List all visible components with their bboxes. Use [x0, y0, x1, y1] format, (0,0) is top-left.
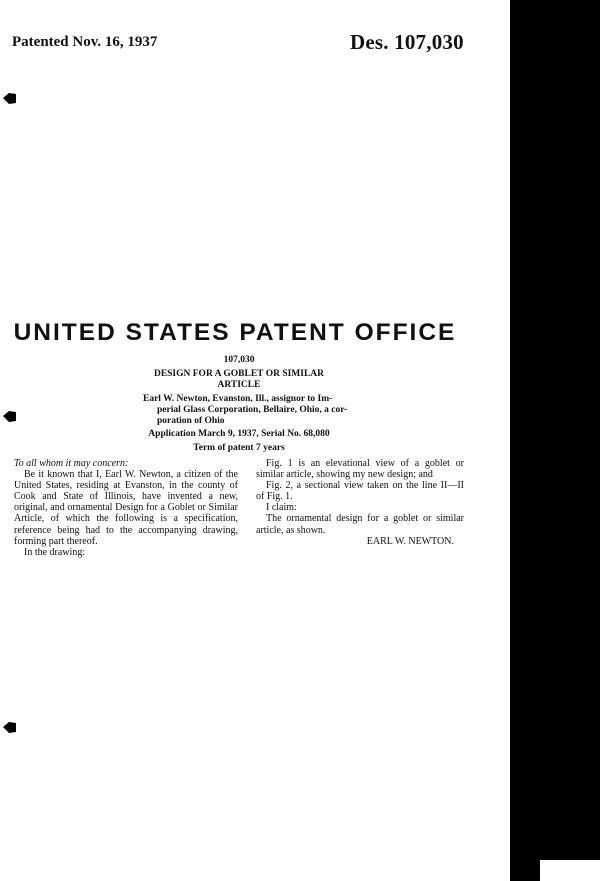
claim-heading: I claim: — [266, 502, 297, 514]
scan-edge — [510, 0, 600, 881]
scan-edge-corner — [540, 860, 600, 881]
binding-hole-mark-icon — [3, 93, 16, 104]
binding-hole-mark-icon — [3, 411, 16, 422]
patent-number: 107,030 — [223, 355, 255, 365]
figure-1-description: Fig. 1 is an elevational view of a goblet or similar article, showing my new design; and — [256, 458, 464, 481]
inventor-line: Earl W. Newton, Evanston, Ill., assignor to Im- — [143, 394, 333, 404]
figure-2-description: Fig. 2, a sectional view taken on the line II—II of Fig. 1. — [256, 480, 464, 503]
inventor-line: perial Glass Corporation, Bellaire, Ohio, a cor- — [157, 405, 348, 415]
design-title: DESIGN FOR A GOBLET OR SIMILAR — [153, 369, 325, 379]
patent-term: Term of patent 7 years — [193, 443, 285, 453]
binding-hole-mark-icon — [3, 722, 16, 733]
claim-text: The ornamental design for a goblet or similar article, as shown. — [256, 513, 464, 536]
inventor-assignment — [143, 394, 405, 427]
design-title-continued: ARTICLE — [217, 380, 261, 390]
salutation: To all whom it may concern: — [14, 458, 129, 469]
drawing-intro: In the drawing: — [24, 546, 86, 558]
inventor-signature: EARL W. NEWTON. — [366, 535, 454, 547]
left-text-column — [14, 458, 238, 558]
office-heading: UNITED STATES PATENT OFFICE — [13, 319, 457, 346]
right-text-column — [256, 458, 464, 547]
design-patent-number: Des. 107,030 — [350, 30, 464, 54]
inventor-line: poration of Ohio — [157, 416, 225, 426]
specification-paragraph: Be it known that I, Earl W. Newton, a citizen of the United States, residing at Evanston, in the county of Cook and State of Illinois, have invented a new, original, and ornamental Design for a Goblet or Similar Article, of which the following is a specification, reference being had to the accompanying drawing, forming part thereof. — [14, 469, 238, 547]
application-date: Application March 9, 1937, Serial No. 68,080 — [148, 429, 330, 439]
patented-date: Patented Nov. 16, 1937 — [12, 34, 158, 50]
